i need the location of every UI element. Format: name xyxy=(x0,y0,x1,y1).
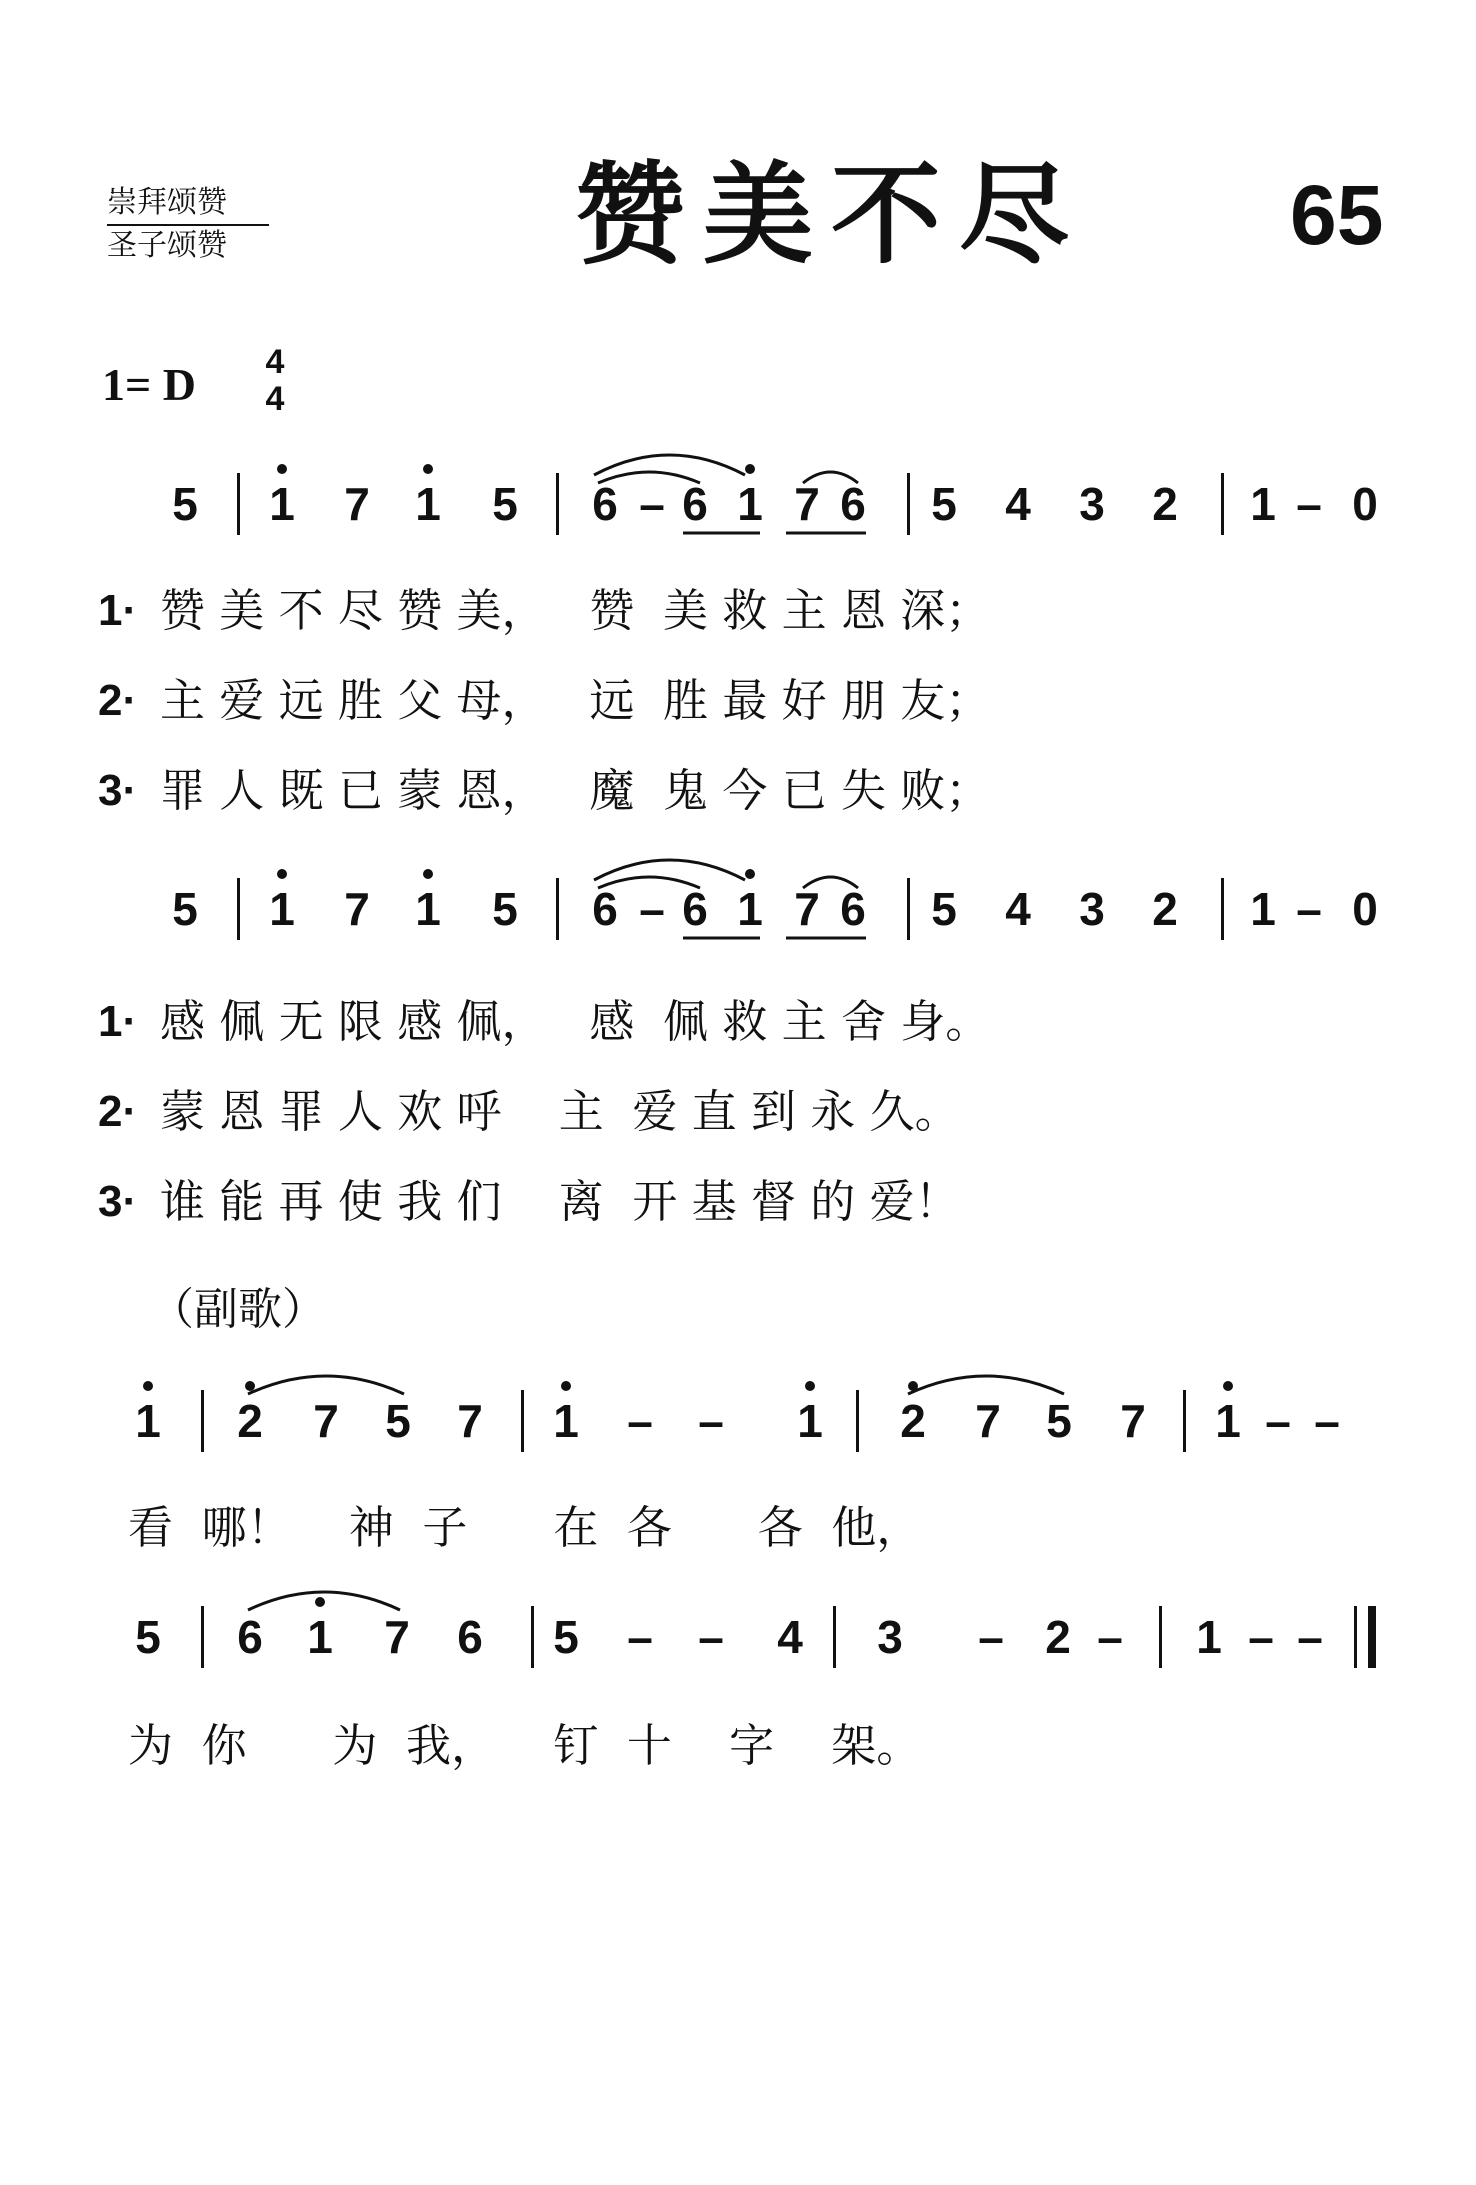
verse-number: 2· xyxy=(98,1087,138,1136)
note: 7 xyxy=(384,1611,410,1663)
lyric-line: 感 佩 无 限 感 佩， 感 佩 救 主 舍 身。 xyxy=(160,995,991,1048)
note: 4 xyxy=(777,1611,803,1663)
tie-arc xyxy=(598,472,700,483)
high-octave-dot xyxy=(745,464,755,474)
note: 1 xyxy=(269,478,295,530)
note: 7 xyxy=(794,883,820,935)
tie-arc xyxy=(803,877,858,888)
time-signature-bottom: 4 xyxy=(265,380,285,418)
key-signature: 1= D xyxy=(102,359,196,410)
high-octave-dot xyxy=(423,464,433,474)
high-octave-dot xyxy=(277,464,287,474)
note: 5 xyxy=(492,478,518,530)
lyric-line: 蒙 恩 罪 人 欢 呼 主 爱 直 到 永 久。 xyxy=(160,1085,960,1138)
tie-arc xyxy=(803,472,858,483)
note: 7 xyxy=(794,478,820,530)
dash-hold: – xyxy=(978,1611,1004,1663)
dash-hold: – xyxy=(698,1395,724,1447)
tie-arc xyxy=(594,860,745,880)
note: 1 xyxy=(1196,1611,1222,1663)
note: 7 xyxy=(344,478,370,530)
note: 0 xyxy=(1352,478,1378,530)
high-octave-dot xyxy=(315,1597,325,1607)
note: 6 xyxy=(237,1611,263,1663)
dash-hold: – xyxy=(1248,1611,1274,1663)
note: 1 xyxy=(553,1395,579,1447)
chorus-label: （副歌） xyxy=(150,1284,326,1335)
dash-hold: – xyxy=(1297,1611,1323,1663)
verse-number: 3· xyxy=(98,766,138,815)
note: 7 xyxy=(975,1395,1001,1447)
lyric-line: 主 爱 远 胜 父 母， 远 胜 最 好 朋 友； xyxy=(160,674,991,727)
tie-arc xyxy=(248,1376,404,1394)
high-octave-dot xyxy=(561,1381,571,1391)
tie-arc xyxy=(594,455,745,475)
note: 2 xyxy=(1152,478,1178,530)
dash-hold: – xyxy=(1296,478,1322,530)
verse-number: 1· xyxy=(98,586,138,635)
note: 1 xyxy=(307,1611,333,1663)
dash-hold: – xyxy=(698,1611,724,1663)
note: 5 xyxy=(931,883,957,935)
note: 1 xyxy=(415,883,441,935)
note: 1 xyxy=(269,883,295,935)
chorus-lyric-line-2: 为 你 为 我， 钉 十 字 架。 xyxy=(128,1719,922,1772)
note: 7 xyxy=(313,1395,339,1447)
dash-hold: – xyxy=(1296,883,1322,935)
note: 5 xyxy=(172,478,198,530)
note: 1 xyxy=(797,1395,823,1447)
note: 2 xyxy=(1045,1611,1071,1663)
dash-hold: – xyxy=(1097,1611,1123,1663)
lyric-line: 罪 人 既 已 蒙 恩， 魔 鬼 今 已 失 败； xyxy=(160,764,991,817)
note: 6 xyxy=(682,883,708,935)
note: 3 xyxy=(1079,883,1105,935)
note: 1 xyxy=(1250,883,1276,935)
high-octave-dot xyxy=(745,869,755,879)
high-octave-dot xyxy=(277,869,287,879)
dash-hold: – xyxy=(1265,1395,1291,1447)
note: 6 xyxy=(682,478,708,530)
note: 1 xyxy=(415,478,441,530)
note: 2 xyxy=(1152,883,1178,935)
lyric-line: 谁 能 再 使 我 们 离 开 基 督 的 爱！ xyxy=(160,1175,960,1228)
note: 6 xyxy=(840,478,866,530)
note: 7 xyxy=(1120,1395,1146,1447)
note: 5 xyxy=(135,1611,161,1663)
note: 5 xyxy=(1046,1395,1072,1447)
verse-number: 1· xyxy=(98,997,138,1046)
page-title: 赞美不尽 xyxy=(575,150,1087,279)
note: 0 xyxy=(1352,883,1378,935)
note: 4 xyxy=(1005,478,1031,530)
note: 2 xyxy=(900,1395,926,1447)
note: 7 xyxy=(457,1395,483,1447)
tie-arc xyxy=(598,877,700,888)
lyric-line: 赞 美 不 尽 赞 美， 赞 美 救 主 恩 深； xyxy=(160,584,991,637)
note: 1 xyxy=(1250,478,1276,530)
note: 1 xyxy=(737,883,763,935)
note: 6 xyxy=(592,883,618,935)
hymn-number: 65 xyxy=(1290,168,1384,262)
note: 5 xyxy=(931,478,957,530)
dash-hold: – xyxy=(639,478,665,530)
note: 1 xyxy=(1215,1395,1241,1447)
note: 5 xyxy=(172,883,198,935)
high-octave-dot xyxy=(805,1381,815,1391)
note: 6 xyxy=(592,478,618,530)
verse-number: 3· xyxy=(98,1177,138,1226)
dash-hold: – xyxy=(627,1395,653,1447)
high-octave-dot xyxy=(245,1381,255,1391)
note: 1 xyxy=(135,1395,161,1447)
verse-number: 2· xyxy=(98,676,138,725)
note: 5 xyxy=(492,883,518,935)
dash-hold: – xyxy=(1314,1395,1340,1447)
note: 3 xyxy=(1079,478,1105,530)
note: 7 xyxy=(344,883,370,935)
note: 4 xyxy=(1005,883,1031,935)
category-primary: 崇拜颂赞 xyxy=(107,185,227,220)
chorus-lyric-line-1: 看 哪！ 神 子 在 各 各 他， xyxy=(128,1501,922,1554)
high-octave-dot xyxy=(423,869,433,879)
high-octave-dot xyxy=(143,1381,153,1391)
note: 2 xyxy=(237,1395,263,1447)
tie-arc xyxy=(908,1376,1064,1394)
time-signature-top: 4 xyxy=(265,343,285,381)
note: 6 xyxy=(840,883,866,935)
note: 5 xyxy=(553,1611,579,1663)
dash-hold: – xyxy=(627,1611,653,1663)
high-octave-dot xyxy=(1223,1381,1233,1391)
dash-hold: – xyxy=(639,883,665,935)
note: 3 xyxy=(877,1611,903,1663)
category-secondary: 圣子颂赞 xyxy=(107,228,227,263)
note: 1 xyxy=(737,478,763,530)
note: 5 xyxy=(385,1395,411,1447)
note: 6 xyxy=(457,1611,483,1663)
